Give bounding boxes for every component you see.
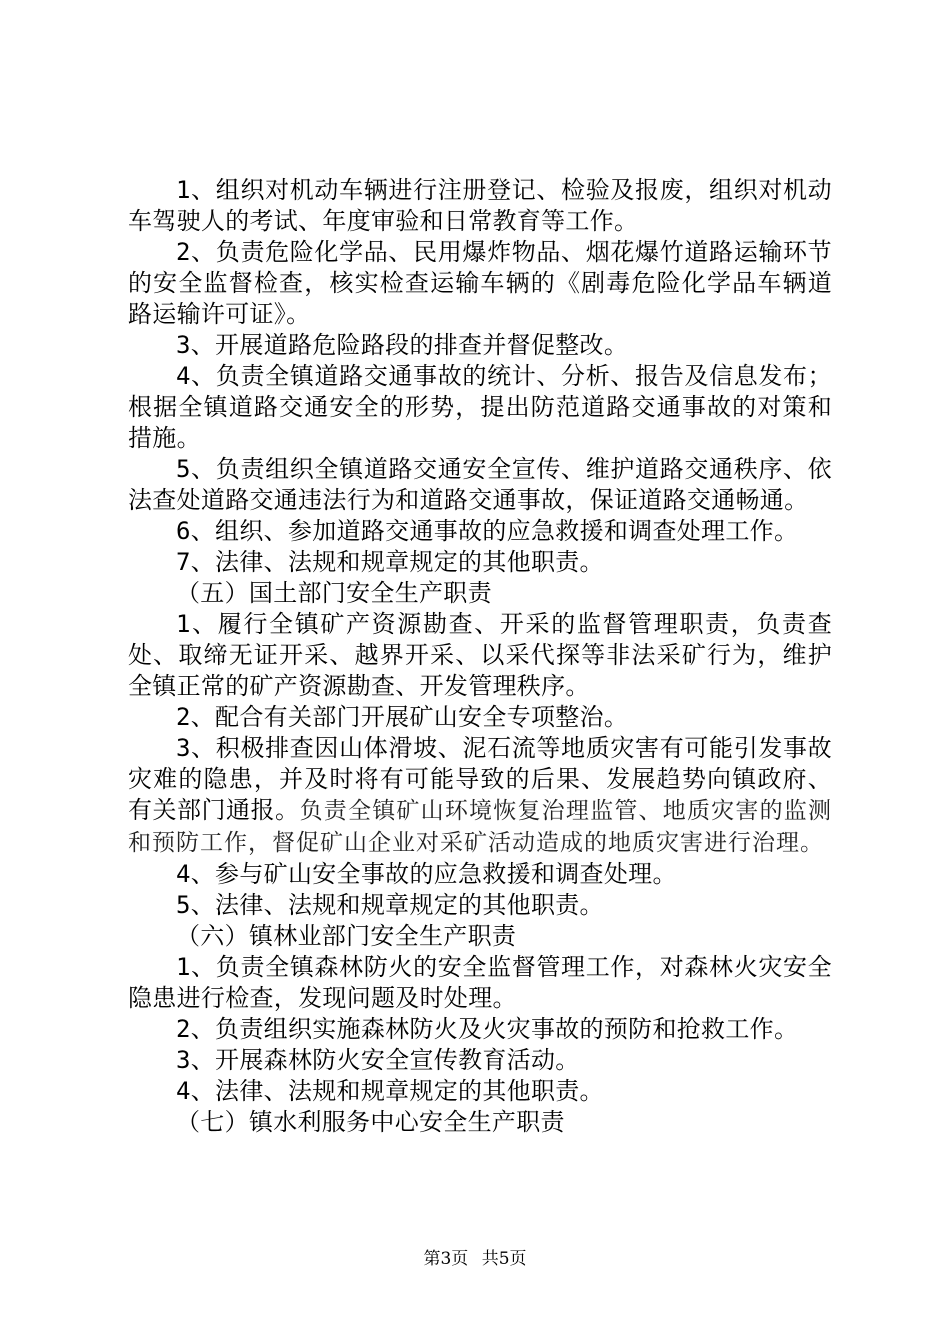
paragraph: 4、负责全镇道路交通事故的统计、分析、报告及信息发布；根据全镇道路交通安全的形势，提出防范道路交通事故的对策和措施。 [128,362,832,452]
paragraph: 1、组织对机动车辆进行注册登记、检验及报废，组织对机动车驾驶人的考试、年度审验和日常教育等工作。 [128,176,832,235]
paragraph-light-text: 负责全镇矿山环境恢复治理监管、地质灾害的监测和预防工作，督促矿山企业对采矿活动造成的地质灾害进行治理。 [128,798,832,856]
paragraph: 2、负责组织实施森林防火及火灾事故的预防和抢救工作。 [176,1015,799,1043]
paragraph: 1、履行全镇矿产资源勘查、开采的监督管理职责，负责查处、取缔无证开采、越界开采、以采代探等非法采矿行为，维护全镇正常的矿产资源勘查、开发管理秩序。 [128,610,832,700]
paragraph: 3、开展森林防火安全宣传教育活动。 [176,1046,580,1074]
paragraph: 4、法律、法规和规章规定的其他职责。 [176,1077,604,1105]
page-number: 第3页 [423,1249,469,1269]
section-heading: （六）镇林业部门安全生产职责 [176,922,517,950]
paragraph: 6、组织、参加道路交通事故的应急救援和调查处理工作。 [176,517,799,545]
paragraph: 3、开展道路危险路段的排查并督促整改。 [176,331,629,359]
paragraph [128,733,832,859]
paragraph: 7、法律、法规和规章规定的其他职责。 [176,548,604,576]
paragraph-main-text: 3、积极排查因山体滑坡、泥石流等地质灾害有可能引发事故灾难的隐患，并及时将有可能导致的后果、发展趋势向镇政府、有关部门通报。 [128,734,832,824]
paragraph: 4、参与矿山安全事故的应急救援和调查处理。 [176,860,677,888]
paragraph: 1、负责全镇森林防火的安全监督管理工作，对森林火灾安全隐患进行检查，发现问题及时处理。 [128,953,832,1012]
page-total: 共5页 [481,1249,527,1269]
section-heading: （五）国土部门安全生产职责 [176,579,492,607]
document-body [128,175,832,1138]
page-footer [0,1244,950,1269]
paragraph: 2、配合有关部门开展矿山安全专项整治。 [176,703,629,731]
paragraph: 5、法律、法规和规章规定的其他职责。 [176,891,604,919]
paragraph: 2、负责危险化学品、民用爆炸物品、烟花爆竹道路运输环节的安全监督检查，核实检查运输车辆的《剧毒危险化学品车辆道路运输许可证》。 [128,238,832,328]
paragraph: 5、负责组织全镇道路交通安全宣传、维护道路交通秩序、依法查处道路交通违法行为和道路交通事故，保证道路交通畅通。 [128,455,832,514]
section-heading: （七）镇水利服务中心安全生产职责 [176,1108,565,1136]
